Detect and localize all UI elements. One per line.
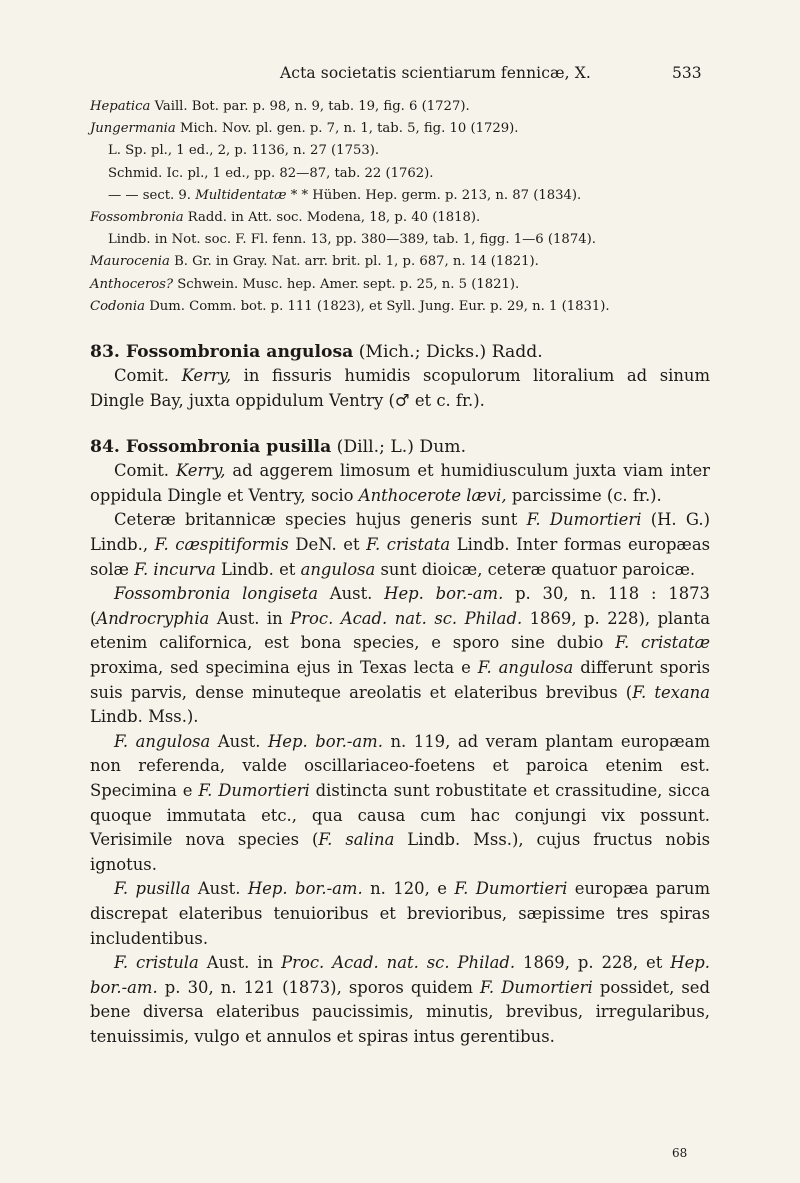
citation: Vaill. Bot. par. p. 98, n. 9, tab. 19, fig. 6 (1727). xyxy=(150,99,470,114)
discussion-paragraph xyxy=(90,877,710,951)
species-authority: (Mich.; Dicks.) Radd. xyxy=(353,342,543,363)
genus-name: Codonia xyxy=(90,298,145,314)
text-run: differunt sporis suis parvis, dense minuteque areolatis et elateribus brevibus ( xyxy=(90,657,710,702)
reference-line xyxy=(90,118,710,140)
italic-run: F. Dumortieri xyxy=(454,879,568,899)
italic-run: F. angulosa xyxy=(114,731,211,751)
text-run: Ceteræ britannicæ species hujus generis sunt xyxy=(114,510,527,530)
species-heading xyxy=(90,340,710,364)
text-run: Comit. xyxy=(114,366,182,386)
italic-run: F. pusilla xyxy=(114,879,191,899)
locality-paragraph xyxy=(90,364,710,413)
text-run: n. 120, e xyxy=(362,879,455,899)
discussion-paragraph xyxy=(90,730,710,878)
text-run: parcissime (c. fr.). xyxy=(506,485,662,505)
text-run: p. 30, n. 121 (1873), sporos quidem xyxy=(157,977,481,997)
reference-line xyxy=(90,163,710,185)
reference-line xyxy=(90,185,710,207)
genus-name: Maurocenia xyxy=(90,254,170,270)
citation: * * Hüben. Hep. germ. p. 213, n. 87 (1834). xyxy=(286,187,582,203)
italic-run: Hep. bor.-am. xyxy=(90,953,710,997)
text-run: Comit. xyxy=(114,461,176,481)
italic-run: Proc. Acad. nat. sc. Philad. xyxy=(281,953,516,973)
synonymy-list xyxy=(90,96,710,318)
text-run: proxima, sed specimina ejus in Texas lecta e xyxy=(90,657,478,677)
reference-line xyxy=(90,274,710,296)
text-run: 1869, p. 228, et xyxy=(515,953,671,973)
citation: Dum. Comm. bot. p. 111 (1823), et Syll. Jung. Eur. p. 29, n. 1 (1831). xyxy=(145,298,610,314)
running-title: Acta societatis scientiarum fennicæ, X. xyxy=(280,64,591,82)
text-run: Aust. in xyxy=(209,608,291,628)
italic-run: F. Dumortieri xyxy=(198,780,310,800)
species-authority: (Dill.; L.) Dum. xyxy=(331,437,467,458)
entry-number: 83. xyxy=(90,342,120,363)
discussion-paragraph xyxy=(90,951,710,1049)
citation: Schmid. Ic. pl., 1 ed., pp. 82—87, tab. 22 (1762). xyxy=(108,165,434,181)
text-run: europæa parum discrepat elateribus tenuioribus et brevioribus, sæpissime tres spiras includentibus. xyxy=(90,879,710,948)
text-run: DeN. et xyxy=(288,535,367,554)
genus-name: Jungermania xyxy=(90,121,176,137)
reference-line xyxy=(90,96,710,118)
genus-name: Hepatica xyxy=(90,99,151,114)
text-run: ad aggerem limosum et humidiusculum juxta viam inter oppidula Dingle et Ventry, socio xyxy=(90,461,711,505)
section-name: Multidentatæ xyxy=(195,187,287,203)
italic-run: F. cristata xyxy=(366,535,451,554)
signature-mark: 68 xyxy=(672,1146,688,1160)
page-body xyxy=(90,96,710,1049)
italic-run: F. salina xyxy=(318,830,395,850)
text-run: (H. G.) Lindb., xyxy=(90,510,710,554)
italic-run: Kerry, xyxy=(175,461,226,481)
text-run: 1869, p. 228), planta etenim californica, est bona species, e sporo sine dubio xyxy=(90,608,710,653)
text-run: Lindb. Mss.), cujus fructus nobis ignotus. xyxy=(90,830,710,874)
italic-run: F. angulosa xyxy=(477,657,574,677)
reference-line xyxy=(90,251,710,273)
italic-run: Proc. Acad. nat. sc. Philad. xyxy=(290,608,523,628)
citation: Mich. Nov. pl. gen. p. 7, n. 1, tab. 5, fig. 10 (1729). xyxy=(175,121,519,137)
citation: — — sect. 9. xyxy=(108,187,196,203)
text-run: Aust. xyxy=(318,584,385,604)
species-name: Fossombronia angulosa xyxy=(125,342,354,363)
locality-paragraph xyxy=(90,459,710,508)
citation: L. Sp. pl., 1 ed., 2, p. 1136, n. 27 (1753). xyxy=(108,143,380,159)
discussion-paragraph xyxy=(90,582,710,730)
reference-line xyxy=(90,229,710,251)
species-entry-84 xyxy=(90,435,710,1049)
text-run: distincta sunt robustitate et crassitudine, sicca quoque immutata etc., qua causa cum hac conjungi vix possunt. Verisimile nova species ( xyxy=(90,780,710,850)
text-run: sunt dioicæ, ceteræ quatuor paroicæ. xyxy=(375,559,696,579)
text-run: in fissuris humidis scopulorum litoralium ad sinum Dingle Bay, juxta oppidulum Ventry (♂ et c. fr.). xyxy=(90,366,710,410)
genus-name: Anthoceros? xyxy=(90,276,174,292)
italic-run: F. cristatæ xyxy=(615,633,710,653)
text-run: Aust. in xyxy=(198,953,282,973)
italic-run: Hep. bor.-am. xyxy=(384,584,504,604)
italic-run: F. texana xyxy=(632,682,710,702)
text-run: possidet, sed bene diversa elateribus paucissimis, minutis, brevibus, irregularibus, tenuissimis, vulgo et annulos et spiras intus gerentibus. xyxy=(90,977,710,1046)
text-run: Aust. xyxy=(210,731,268,751)
reference-line xyxy=(90,296,710,318)
text-run: n. 119, ad veram plantam europæam non referenda, valde oscillariaceo-foetens et paroica etenim est. Specimina e xyxy=(90,731,710,800)
citation: Schwein. Musc. hep. Amer. sept. p. 25, n. 5 (1821). xyxy=(173,276,520,292)
reference-line xyxy=(90,207,710,229)
text-run: Lindb. Mss.). xyxy=(90,707,199,727)
discussion-paragraph xyxy=(90,508,710,582)
italic-run: F. incurva xyxy=(134,559,216,579)
citation: Lindb. in Not. soc. F. Fl. fenn. 13, pp. 380—389, tab. 1, figg. 1—6 (1874). xyxy=(108,232,596,248)
genus-name: Fossombronia xyxy=(90,210,184,226)
italic-run: Hep. bor.-am. xyxy=(267,731,383,751)
italic-run: F. cæspitiformis xyxy=(154,535,289,554)
text-run: Lindb. et xyxy=(215,559,301,579)
species-entry-83 xyxy=(90,340,710,413)
italic-run: Hep. bor.-am. xyxy=(247,879,363,899)
italic-run: Kerry, xyxy=(181,366,232,386)
italic-run: angulosa xyxy=(300,559,376,579)
text-run: Lindb. Inter formas europæas solæ xyxy=(90,535,711,579)
italic-run: Fossombronia longiseta xyxy=(114,584,318,604)
text-run: p. 30, n. 118 : 1873 ( xyxy=(90,584,710,628)
italic-run: Anthocerote lævi, xyxy=(358,485,507,505)
species-heading xyxy=(90,435,710,459)
text-run: Aust. xyxy=(190,879,248,899)
entry-number: 84. xyxy=(90,437,120,458)
citation: B. Gr. in Gray. Nat. arr. brit. pl. 1, p. 687, n. 14 (1821). xyxy=(169,254,539,270)
reference-line xyxy=(90,140,710,162)
italic-run: F. cristula xyxy=(114,953,199,973)
page-number: 533 xyxy=(672,64,702,82)
italic-run: Androcryphia xyxy=(96,608,210,628)
italic-run: F. Dumortieri xyxy=(480,977,593,997)
citation: Radd. in Att. soc. Modena, 18, p. 40 (1818). xyxy=(183,210,481,226)
species-name: Fossombronia pusilla xyxy=(125,437,332,458)
italic-run: F. Dumortieri xyxy=(526,510,642,530)
